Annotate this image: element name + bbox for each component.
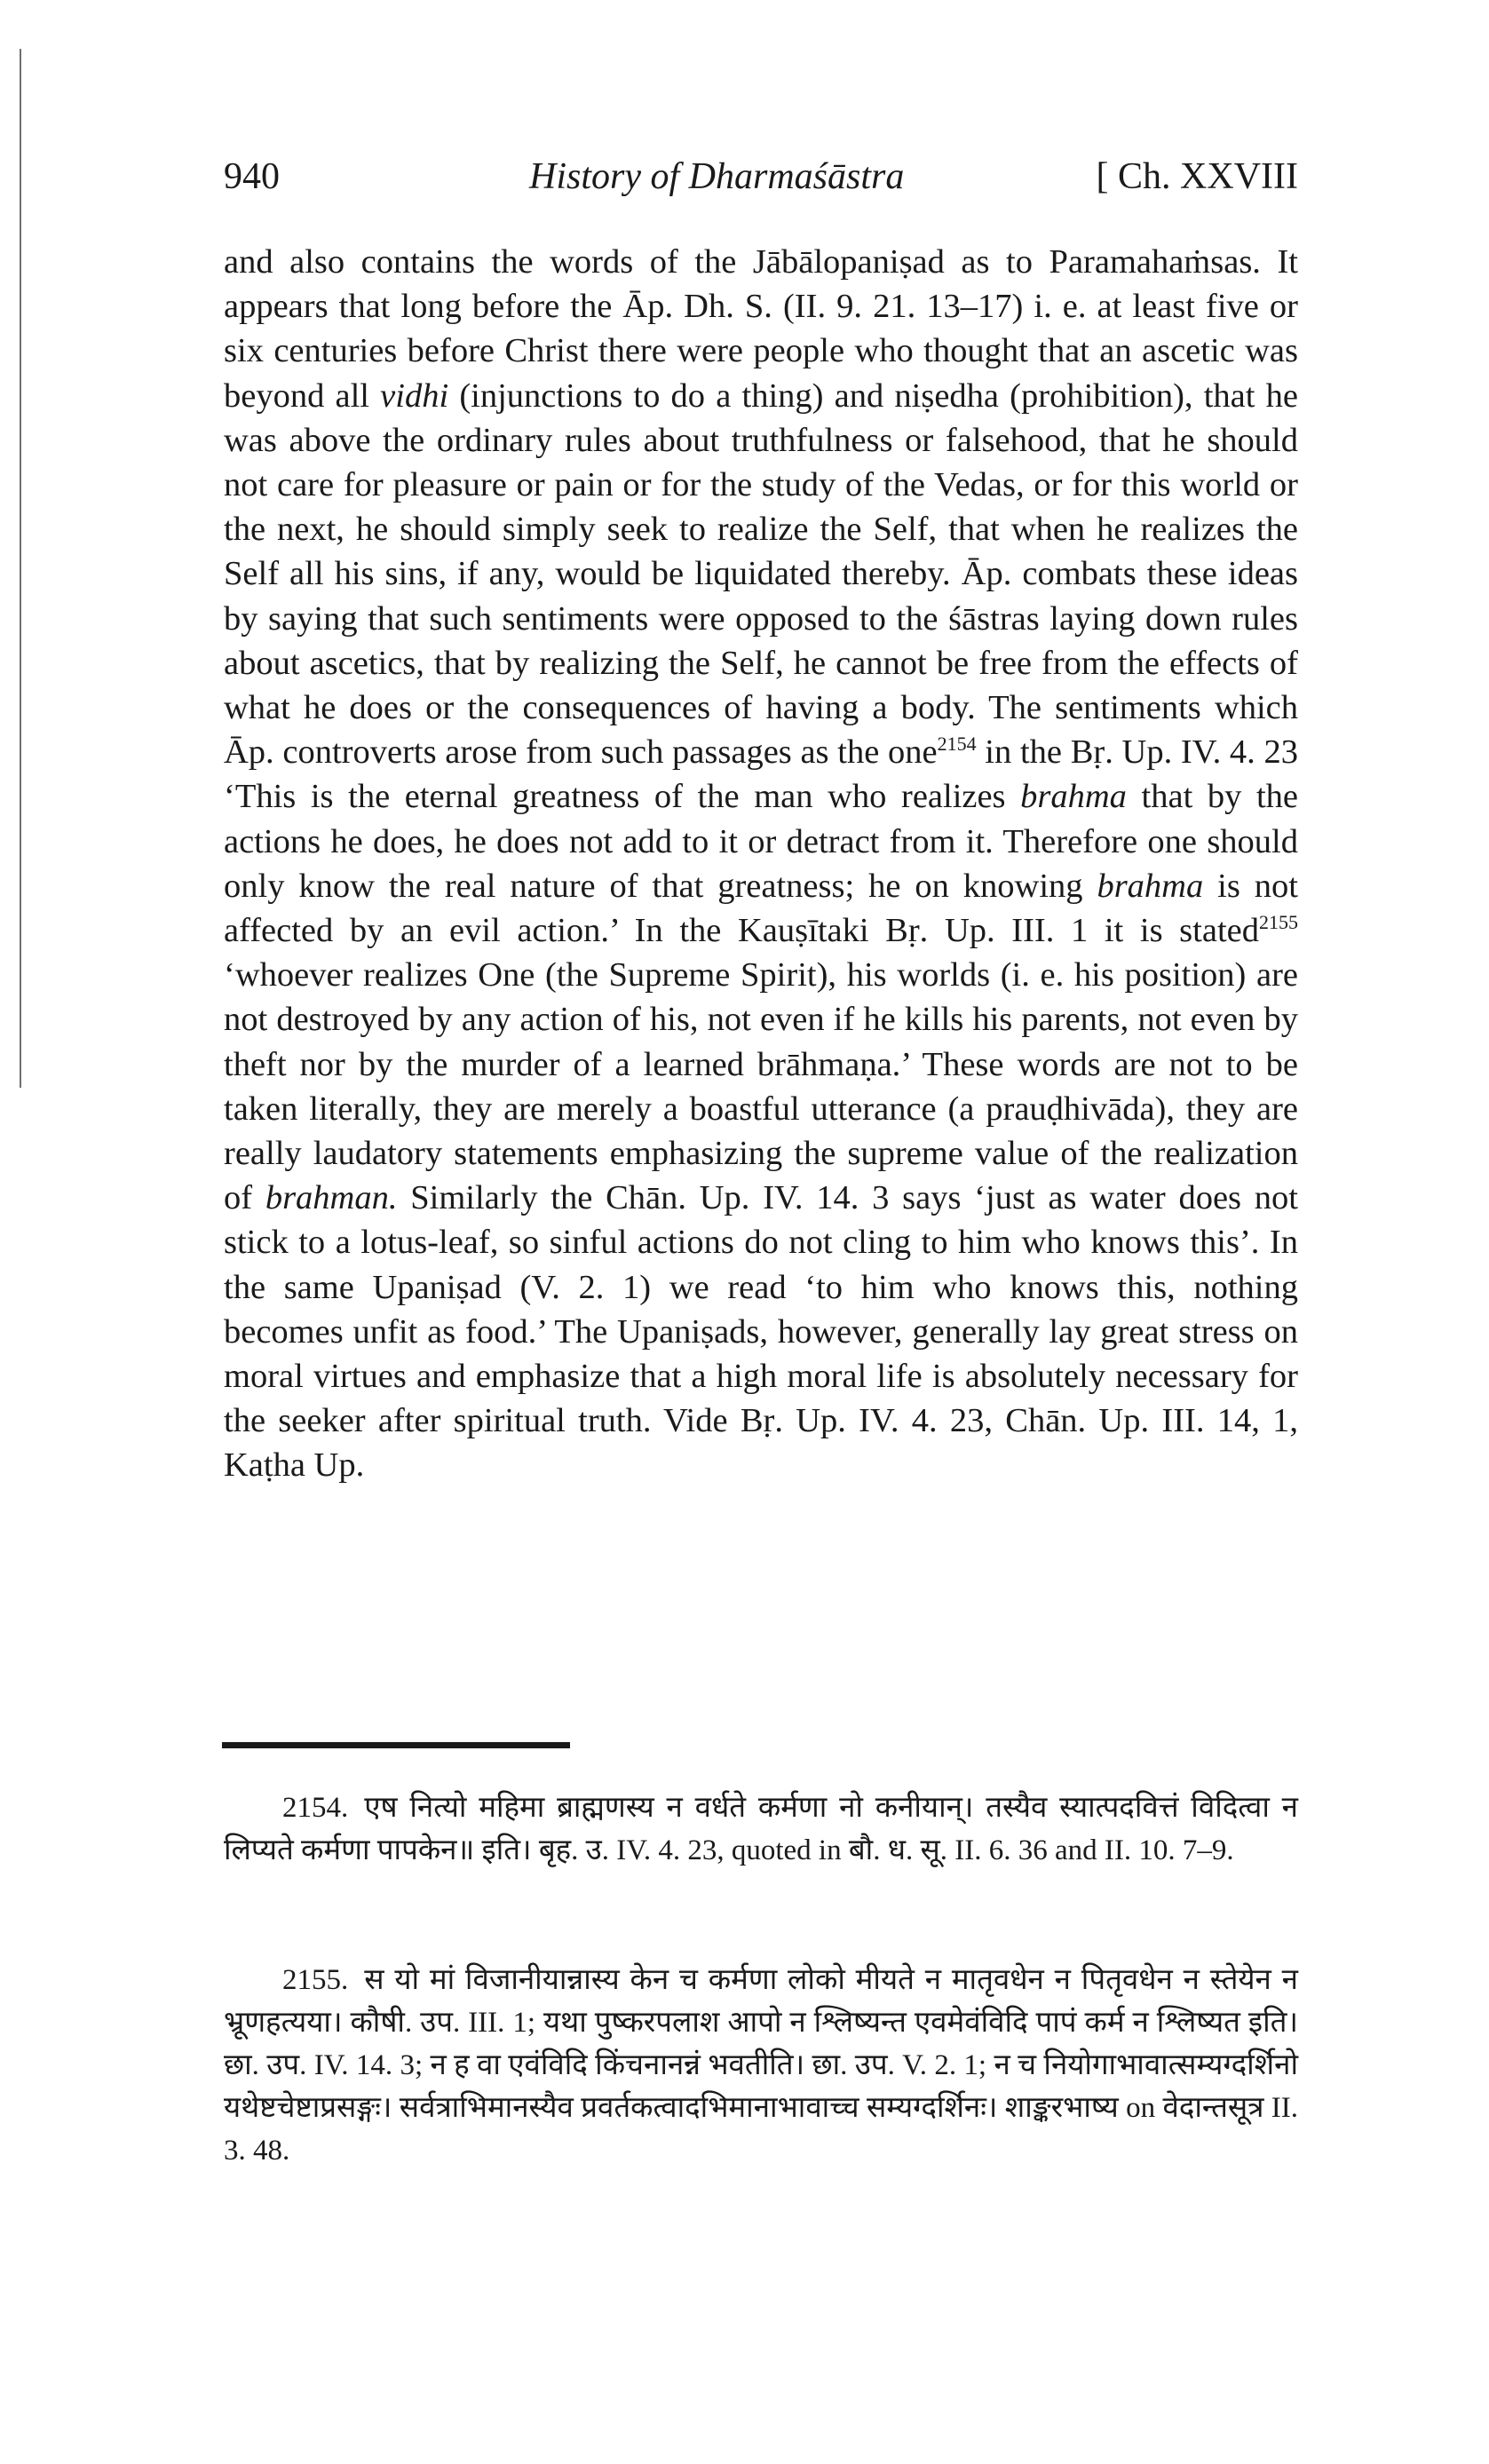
italic-term-vidhi: vidhi xyxy=(380,376,449,415)
italic-term-brahma-2: brahma xyxy=(1097,867,1204,905)
body-text-1: and also contains the words of the Jābālopaniṣad as to Paramahaṁsas. It appears that long before the Āp. Dh. S. (II. 9. 21. 13–17) i. e. at least five or six centuries before Christ there were people who thought that an ascetic was beyond all xyxy=(224,243,1298,415)
body-text-3: in the Bṛ. Up. IV. 4. 23 ‘This is the eternal greatness of the man who realizes xyxy=(224,733,1298,816)
body-paragraph xyxy=(224,240,1298,1488)
footnote-2155 xyxy=(224,1959,1298,2172)
footnote-number: 2154. xyxy=(282,1792,349,1824)
footnote-2154 xyxy=(224,1787,1298,1872)
running-header xyxy=(224,155,1298,209)
footnote-text: एष नित्यो महिमा ब्राह्मणस्य न वर्धते कर्मणा नो कनीयान्। तस्यैव स्यात्पदवित्तं विदित्वा न लिप्यते कर्मणा पापकेन॥ इति। बृह. उ. IV. 4. 23, quoted in बौ. ध. सू. II. 6. 36 and II. 10. 7–9. xyxy=(224,1792,1298,1866)
body-text-6: ‘whoever realizes One (the Supreme Spirit), his worlds (i. e. his position) are not destroyed by any action of his, not even if he kills his parents, not even by theft nor by the murder of a learned brāhmaṇa.’ These words are not to be taken literally, they are merely a boastful utterance (a prauḍhivāda), they are really laudatory statements emphasizing the supreme value of the realization of xyxy=(224,956,1298,1217)
chapter-label: [ Ch. XXVIII xyxy=(1096,156,1298,197)
footnote-ref-2155[interactable]: 2155 xyxy=(1259,911,1298,934)
running-title: History of Dharmaśāstra xyxy=(529,156,905,197)
page-number: 940 xyxy=(224,156,280,197)
italic-term-brahma: brahma xyxy=(1020,778,1127,816)
body-text-5: is not affected by an evil action.’ In the Kauṣītaki Bṛ. Up. III. 1 it is stated xyxy=(224,867,1298,950)
body-text-7: Similarly the Chān. Up. IV. 14. 3 says ‘just as water does not stick to a lotus-leaf, so sinful actions do not cling to him who knows this’. In the same Upaniṣad (V. 2. 1) we read ‘to him who knows this, nothing becomes unfit as food.’ The Upaniṣads, however, generally lay great stress on moral virtues and emphasize that a high moral life is absolutely necessary for the seeker after spiritual truth. Vide Bṛ. Up. IV. 4. 23, Chān. Up. III. 14, 1, Kaṭha Up. xyxy=(224,1179,1298,1485)
italic-term-brahman: brahman. xyxy=(265,1179,398,1217)
footnote-ref-2154[interactable]: 2154 xyxy=(937,733,977,756)
footnote-text: स यो मां विजानीयान्नास्य केन च कर्मणा लोको मीयते न मातृवधेन न पितृवधेन न स्तेयेन न भ्रूणहत्यया। कौषी. उप. III. 1; यथा पुष्करपलाश आपो न श्लिष्यन्त एवमेवंविदि पापं कर्म न श्लिष्यत इति। छा. उप. IV. 14. 3; न ह वा एवंविदि किंचनानन्नं भवतीति। छा. उप. V. 2. 1; न च नियोगाभावात्सम्यग्दर्शिनो यथेष्टचेष्टाप्रसङ्गः। सर्वत्राभिमानस्यैव प्रवर्तकत्वादभिमानाभावाच्च सम्यग्दर्शिनः। शाङ्करभाष्य on वेदान्तसूत्र II. 3. 48. xyxy=(224,1964,1298,2167)
margin-rule xyxy=(20,49,21,1088)
footnote-number: 2155. xyxy=(282,1964,349,1996)
body-text-2: (injunctions to do a thing) and niṣedha (prohibition), that he was above the ordinary rules about truthfulness or falsehood, that he should not care for pleasure or pain or for the study of the Vedas, or for this world or the next, he should simply seek to realize the Self, that when he realizes the Self all his sins, if any, would be liquidated thereby. Āp. combats these ideas by saying that such sentiments were opposed to the śāstras laying down rules about ascetics, that by realizing the Self, he cannot be free from the effects of what he does or the consequences of having a body. The sentiments which Āp. controverts arose from such passages as the one xyxy=(224,376,1298,772)
footnote-separator xyxy=(222,1742,570,1748)
body-text-4: that by the actions he does, he does not add to it or detract from it. Therefore one should only know the real nature of that greatness; he on knowing xyxy=(224,778,1298,905)
